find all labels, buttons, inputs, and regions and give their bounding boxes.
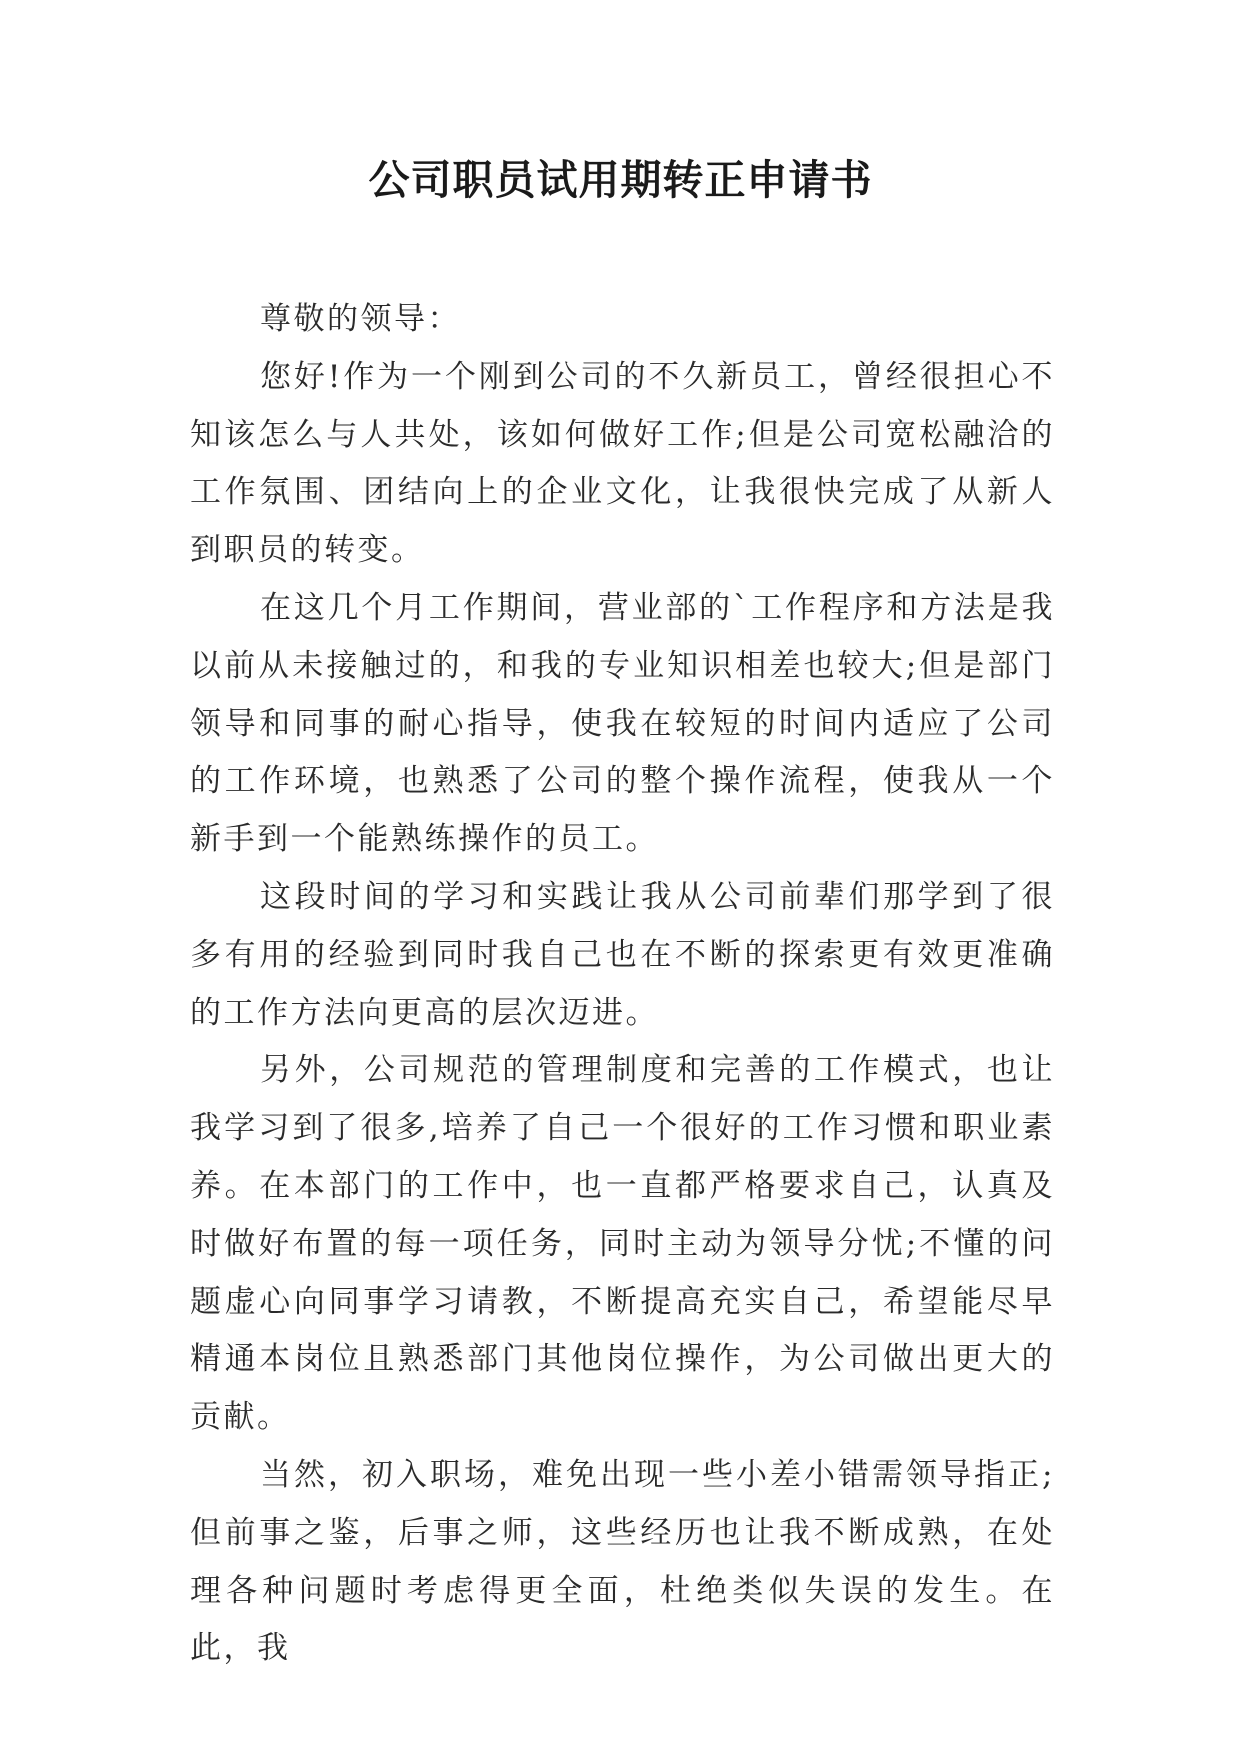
paragraph-5: 当然，初入职场，难免出现一些小差小错需领导指正;但前事之鉴，后事之师，这些经历也让我不断成熟，在处理各种问题时考虑得更全面，杜绝类似失误的发生。在此，我	[190, 1456, 1055, 1667]
paragraph-4: 另外，公司规范的管理制度和完善的工作模式，也让我学习到了很多,培养了自己一个很好的工作习惯和职业素养。在本部门的工作中，也一直都严格要求自己，认真及时做好布置的每一项任务，同时主动为领导分忧;不懂的问题虚心向同事学习请教，不断提高充实自己，希望能尽早精通本岗位且熟悉部门其他岗位操作，为公司做出更大的贡献。	[190, 1052, 1055, 1436]
paragraph-3: 这段时间的学习和实践让我从公司前辈们那学到了很多有用的经验到同时我自己也在不断的探索更有效更准确的工作方法向更高的层次迈进。	[190, 878, 1055, 1031]
salutation: 尊敬的领导：	[260, 301, 461, 337]
document-body	[190, 291, 1055, 1678]
paragraph-1: 您好!作为一个刚到公司的不久新员工，曾经很担心不知该怎么与人共处，该如何做好工作;但是公司宽松融洽的工作氛围、团结向上的企业文化，让我很快完成了从新人到职员的转变。	[190, 358, 1055, 569]
document-title: 公司职员试用期转正申请书	[368, 156, 873, 204]
paragraph-2: 在这几个月工作期间，营业部的`工作程序和方法是我以前从未接触过的，和我的专业知识相差也较大;但是部门领导和同事的耐心指导，使我在较短的时间内适应了公司的工作环境，也熟悉了公司的整个操作流程，使我从一个新手到一个能熟练操作的员工。	[190, 589, 1055, 858]
